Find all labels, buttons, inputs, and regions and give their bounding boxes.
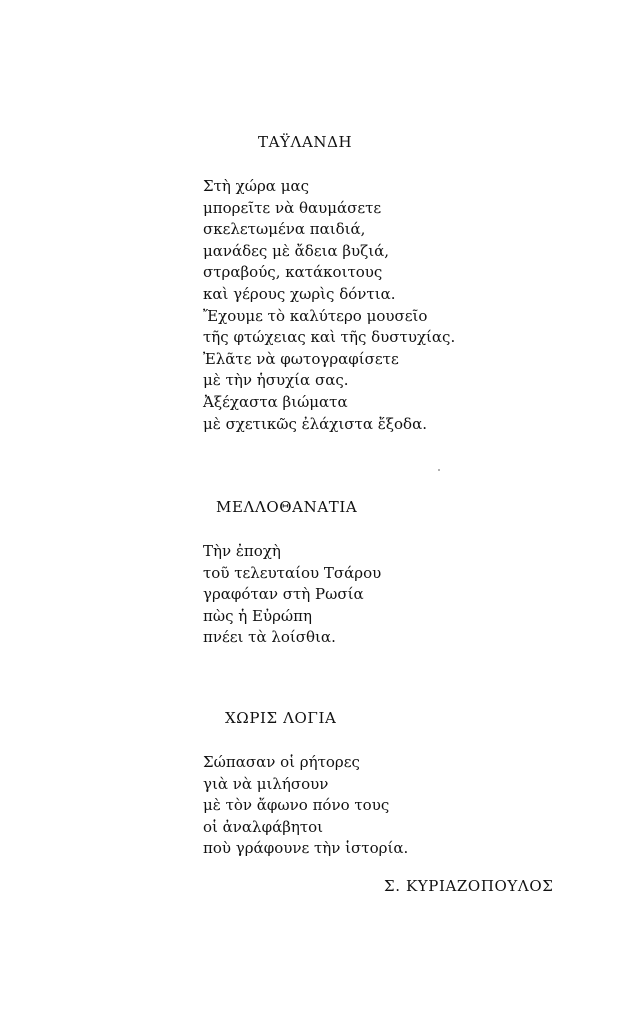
- poem-line: μπορεῖτε νὰ θαυμάσετε: [203, 198, 382, 217]
- poem-line: γραφόταν στὴ Ρωσία: [203, 585, 364, 604]
- poem-line: Στὴ χώρα μας: [203, 177, 309, 195]
- poem-line: μανάδες μὲ ἄδεια βυζιά,: [203, 241, 390, 260]
- poem-line: μὲ σχετικῶς ἐλάχιστα ἔξοδα.: [203, 414, 427, 433]
- poem-body: [203, 176, 455, 435]
- poem-line: Ἀξέχαστα βιώματα: [203, 392, 348, 411]
- poem-line: μὲ τὴν ἡσυχία σας.: [203, 371, 349, 390]
- poem-line: σκελετωμένα παιδιά,: [203, 220, 366, 239]
- poem-line: στραβούς, κατάκοιτους: [203, 263, 383, 282]
- poem-line: τῆς φτώχειας καὶ τῆς δυστυχίας.: [203, 328, 456, 347]
- poem-line: οἱ ἀναλφάβητοι: [203, 817, 324, 836]
- poem-line: Σώπασαν οἱ ρήτορες: [203, 753, 360, 771]
- poem-line: τοῦ τελευταίου Τσάρου: [203, 563, 382, 582]
- poem-line: Τὴν ἐποχὴ: [203, 542, 281, 560]
- poem-line: πὼς ἡ Εὐρώπη: [203, 606, 312, 625]
- poem-line: Ἔχουμε τὸ καλύτερο μουσεῖο: [203, 306, 428, 325]
- poem-title: ΤΑΫΛΑΝΔΗ: [258, 133, 353, 151]
- poem-line: Ἐλᾶτε νὰ φωτογραφίσετε: [203, 349, 399, 368]
- poem-line: ποὺ γράφουνε τὴν ἱστορία.: [203, 839, 409, 858]
- poem-body: [203, 752, 408, 860]
- paper-speck: [438, 469, 440, 471]
- poem-line: μὲ τὸν ἄφωνο πόνο τους: [203, 796, 390, 815]
- poem-title: ΧΩΡΙΣ ΛΟΓΙΑ: [225, 709, 337, 727]
- author-signature: Σ. ΚΥΡΙΑΖΟΠΟΥΛΟΣ: [384, 877, 554, 895]
- poem-line: καὶ γέρους χωρὶς δόντια.: [203, 284, 396, 303]
- poem-line: γιὰ νὰ μιλήσουν: [203, 774, 329, 793]
- poem-line: πνέει τὰ λοίσθια.: [203, 628, 336, 647]
- poem-title: ΜΕΛΛΟΘΑΝΑΤΙΑ: [216, 498, 358, 516]
- poem-body: [203, 541, 381, 649]
- poem-mellothanatia: [203, 497, 381, 649]
- poem-choris-logia: [203, 708, 408, 860]
- poem-tailandi: [203, 132, 455, 435]
